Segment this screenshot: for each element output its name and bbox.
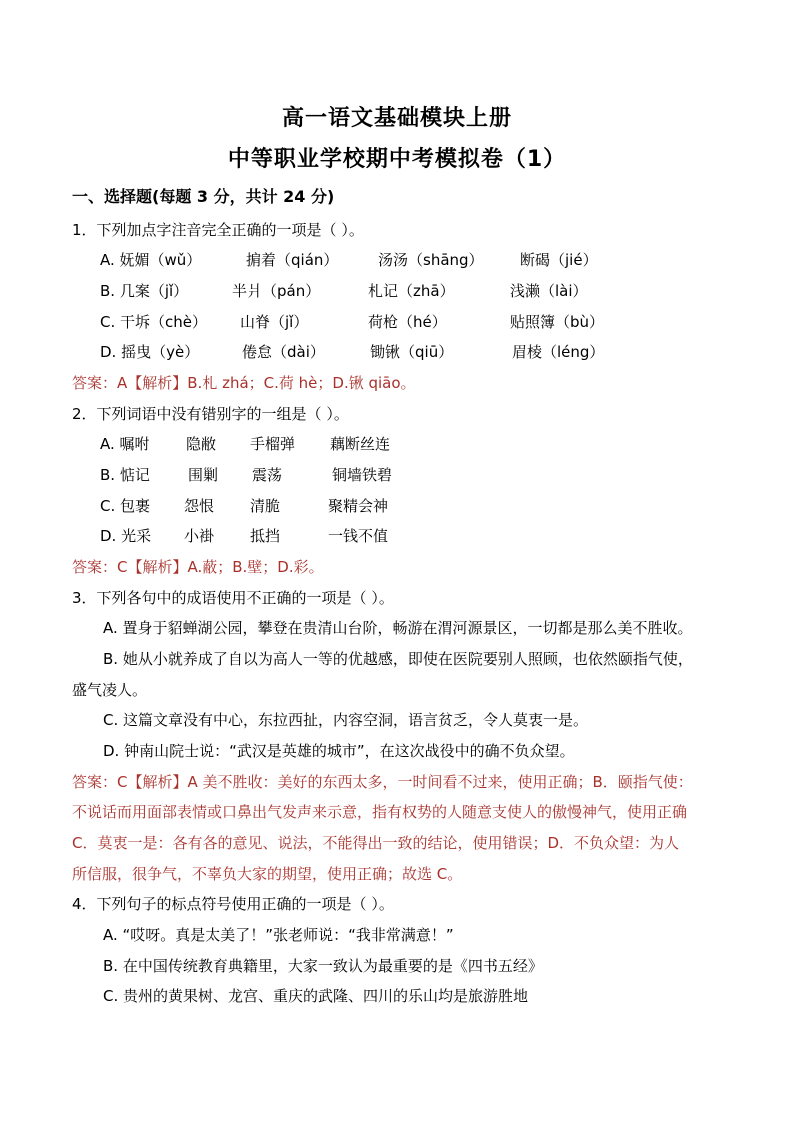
- q1-option-d-text: D. 摇曳（yè）: [100, 343, 200, 361]
- q4-option-c: C. 贵州的黄果树、龙宫、重庆的武隆、四川的乐山均是旅游胜地: [103, 987, 529, 1005]
- q3-option-d: D. 钟南山院士说：“武汉是英雄的城市”，在这次战役中的确不负众望。: [103, 742, 575, 760]
- page-title: 高一语文基础模块上册: [281, 106, 512, 131]
- question-3-answer-l1: 答案：C【解析】A 美不胜收：美好的东西太多，一时间看不过来，使用正确；B．颐指气使：: [72, 773, 693, 791]
- q1-option-a-word3: 汤汤（shāng）: [378, 251, 484, 269]
- q1-option-d-word4: 眉棱（léng）: [512, 343, 605, 361]
- q1-option-a-word4: 断碣（jié）: [520, 251, 598, 269]
- question-1-stem: 1．下列加点字注音完全正确的一项是（ ）。: [72, 221, 364, 239]
- question-3-answer-l3: C．莫衷一是：各有各的意见、说法，不能得出一致的结论，使用错误；D．不负众望：为人: [72, 834, 680, 852]
- question-1-answer: 答案：A【解析】B.札 zhá；C.荷 hè；D.锹 qiāo。: [72, 374, 416, 392]
- q1-option-c-word4: 贴照簿（bù）: [510, 313, 605, 331]
- q2-option-d-text: D. 光采: [100, 527, 152, 545]
- q4-option-a: A. “哎呀。真是太美了！”张老师说：“我非常满意！”: [103, 926, 454, 944]
- question-4-stem: 4．下列句子的标点符号使用正确的一项是（ ）。: [72, 895, 394, 913]
- question-2-answer: 答案：C【解析】A.蔽；B.壁；D.彩。: [72, 558, 324, 576]
- q2-option-b-word3: 震荡: [252, 466, 283, 484]
- q4-option-b: B. 在中国传统教育典籍里，大家一致认为最重要的是《四书五经》: [103, 957, 543, 975]
- q1-option-b-word2: 半爿（pán）: [232, 282, 321, 300]
- q2-option-c-word2: 怨恨: [184, 497, 215, 515]
- question-3-answer-l2: 不说话而用面部表情或口鼻出气发声来示意，指有权势的人随意支使人的傲慢神气，使用正确: [72, 803, 688, 821]
- q1-option-b-text: B. 几案（jǐ）: [100, 282, 189, 300]
- q2-option-b-word4: 铜墙铁碧: [332, 466, 393, 484]
- q1-option-c-text: C. 干坼（chè）: [100, 313, 207, 331]
- q1-option-b-word3: 札记（zhā）: [368, 282, 455, 300]
- section-heading: 一、选择题(每题 3 分，共计 24 分): [72, 187, 335, 206]
- q2-option-d-word2: 小褂: [184, 527, 215, 545]
- q2-option-d-word4: 一钱不值: [328, 527, 389, 545]
- q1-option-c-word2: 山脊（jǐ）: [240, 313, 309, 331]
- q3-option-a: A. 置身于貂蝉湖公园，攀登在贵清山台阶，畅游在渭河源景区，一切都是那么美不胜收。: [103, 619, 693, 637]
- q2-option-a-word4: 藕断丝连: [330, 435, 391, 453]
- q1-option-c-word3: 荷枪（hé）: [368, 313, 447, 331]
- question-2-stem: 2．下列词语中没有错别字的一组是（ ）。: [72, 405, 349, 423]
- q1-option-d-word2: 倦怠（dài）: [242, 343, 325, 361]
- q3-option-b: B. 她从小就养成了自以为高人一等的优越感，即使在医院要别人照顾，也依然颐指气使，: [103, 650, 693, 668]
- q3-option-b-cont: 盛气凌人。: [72, 681, 148, 699]
- q2-option-a-word2: 隐敝: [186, 435, 217, 453]
- q1-option-d-word3: 锄锹（qiū）: [370, 343, 454, 361]
- q2-option-a-word3: 手榴弹: [250, 435, 296, 453]
- q2-option-b-text: B. 惦记: [100, 466, 150, 484]
- q3-option-c: C. 这篇文章没有中心，东拉西扯，内容空洞，语言贫乏，令人莫衷一是。: [103, 711, 589, 729]
- q1-option-b-word4: 浅濑（lài）: [510, 282, 588, 300]
- page-subtitle: 中等职业学校期中考模拟卷（1）: [227, 147, 567, 172]
- q1-option-a-word2: 掮着（qián）: [246, 251, 339, 269]
- q1-option-a-text: A. 妩媚（wǔ）: [100, 251, 202, 269]
- question-3-stem: 3．下列各句中的成语使用不正确的一项是（ ）。: [72, 589, 394, 607]
- q2-option-b-word2: 围剿: [188, 466, 219, 484]
- q2-option-c-word3: 清脆: [250, 497, 281, 515]
- question-3-answer-l4: 所信服，很争气，不辜负大家的期望，使用正确；故选 C。: [72, 865, 463, 883]
- q2-option-a-text: A. 嘱咐: [100, 435, 150, 453]
- q2-option-d-word3: 抵挡: [250, 527, 281, 545]
- q2-option-c-text: C. 包裹: [100, 497, 151, 515]
- q2-option-c-word4: 聚精会神: [328, 497, 389, 515]
